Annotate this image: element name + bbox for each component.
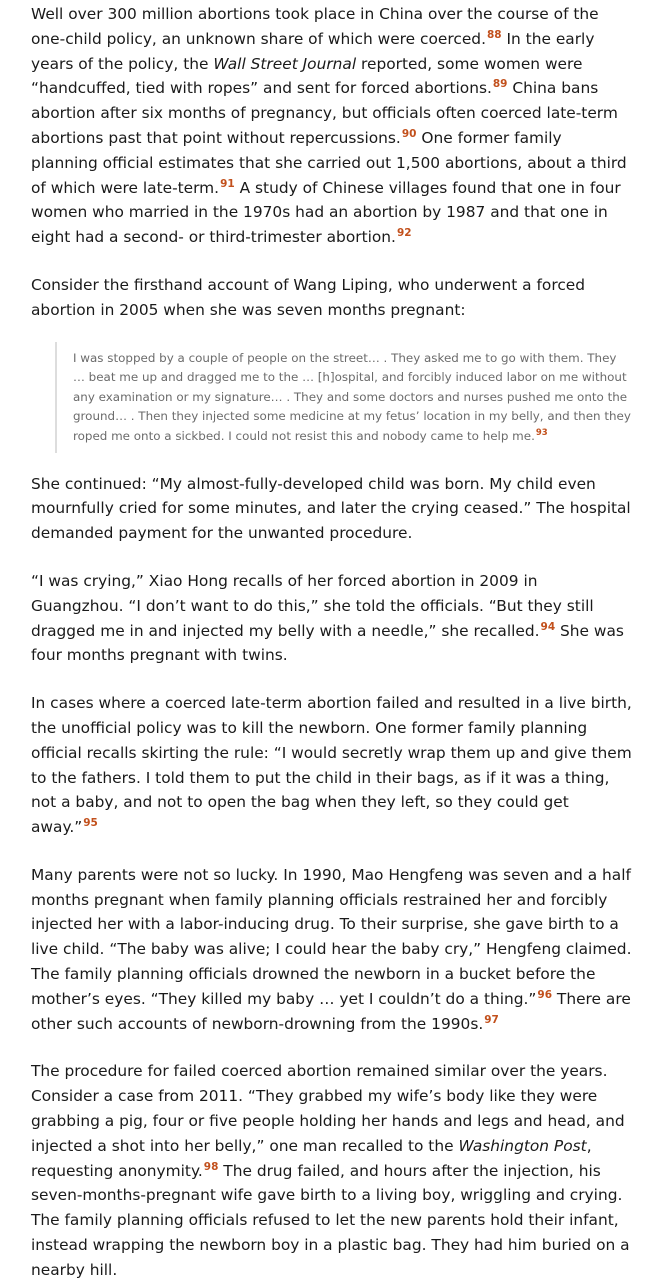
paragraph-xiao-hong: “I was crying,” Xiao Hong recalls of her forced abortion in 2009 in Guangzhou. “I don’t want to do this,” she told the officials. “But they still dragged me in and injected my belly with a needle,” she recalled.$^{94}$ She was four months pregnant with twins. xyxy=(31,571,624,665)
paragraph-she-continued: She continued: “My almost-fully-developed child was born. My child even mournfully cried for some minutes, and later the crying ceased.” The hospital demanded payment for the unwanted procedure. xyxy=(31,474,631,543)
footnote-ref-92[interactable]: 92 xyxy=(396,227,412,240)
blockquote-wang-liping: I was stopped by a couple of people on the street… . They asked me to go with them. They … beat me up and dragged me to the … [h]ospital, and forcibly induced labor on me without any examination or my signature… . They and some doctors and nurses pushed me onto the ground… . Then they injected some medicine at my fetus’ location in my belly, and then they roped me onto a sickbed. I could not resist this and nobody came to help me.$^{93}$ xyxy=(55,342,632,453)
footnote-ref-93[interactable]: 93 xyxy=(535,427,548,438)
paragraph-live-birth-policy: In cases where a coerced late-term abortion failed and resulted in a live birth, the unofficial policy was to kill the newborn. One former family planning official recalls skirting the rule: “I would secretly wrap them up and give them to the fathers. I told them to put the child in their bags, as if it was a thing, not a baby, and not to open the bag when they left, so they could get away.”$^{95}$ xyxy=(31,694,632,837)
footnote-ref-89[interactable]: 89 xyxy=(492,78,508,91)
paragraph-mao-hengfeng: Many parents were not so lucky. In 1990, Mao Hengfeng was seven and a half months pregnant when family planning officials restrained her and forcibly injected her with a labor-inducing drug. To their surprise, she gave birth to a live child. “The baby was alive; I could hear the baby cry,” Hengfeng claimed. The family planning officials drowned the newborn in a bucket before the mother’s eyes. “They killed my baby … yet I couldn’t do a thing.”$^{96}$ There are other such accounts of newborn-drowning from the 1990s.$^{97}$ xyxy=(31,865,632,1033)
footnote-ref-91[interactable]: 91 xyxy=(220,177,235,190)
footnote-ref-88[interactable]: 88 xyxy=(486,28,502,41)
footnote-ref-98[interactable]: 98 xyxy=(203,1160,219,1173)
footnote-ref-96[interactable]: 96 xyxy=(537,988,553,1001)
publication-name: Wall Street Journal xyxy=(213,54,357,73)
footnote-ref-90[interactable]: 90 xyxy=(401,127,417,140)
footnote-ref-94[interactable]: 94 xyxy=(540,620,556,633)
paragraph-2011-case: The procedure for failed coerced abortion remained similar over the years. Consider a case from 2011. “They grabbed my wife’s body like they were grabbing a pig, four or five people holding her hands and legs and head, and injected a shot into her belly,” one man recalled to the Washington Post, requesting anonymity.$^{98}$ The drug failed, and hours after the injection, his seven-months-pregnant wife gave birth to a living boy, wriggling and crying. The family planning officials refused to let the new parents hold their infant, instead wrapping the newborn boy in a plastic bag. They had him buried on a nearby hill. xyxy=(31,1062,630,1279)
footnote-ref-97[interactable]: 97 xyxy=(484,1013,499,1026)
footnote-ref-95[interactable]: 95 xyxy=(83,817,98,830)
paragraph-wang-liping-intro: Consider the firsthand account of Wang Liping, who underwent a forced abortion in 2005 when she was seven months pregnant: xyxy=(31,275,586,319)
paragraph-one-child-policy: Well over 300 million abortions took place in China over the course of the one-child policy, an unknown share of which were coerced.$^{88}$ In the early years of the policy, the Wall Street Journal reported, some women were “handcuffed, tied with ropes” and sent for forced abortions.$^{89}$ China bans abortion after six months of pregnancy, but officials often coerced late-term abortions past that point without repercussions.$^{90}$ One former family planning official estimates that she carried out 1,500 abortions, about a third of which were late-term.$^{91}$ A study of Chinese villages found that one in four women who married in the 1970s had an abortion by 1987 and that one in eight had a second- or third-trimester abortion.$^{92}$ xyxy=(31,5,627,247)
publication-name: Washington Post xyxy=(458,1136,587,1155)
